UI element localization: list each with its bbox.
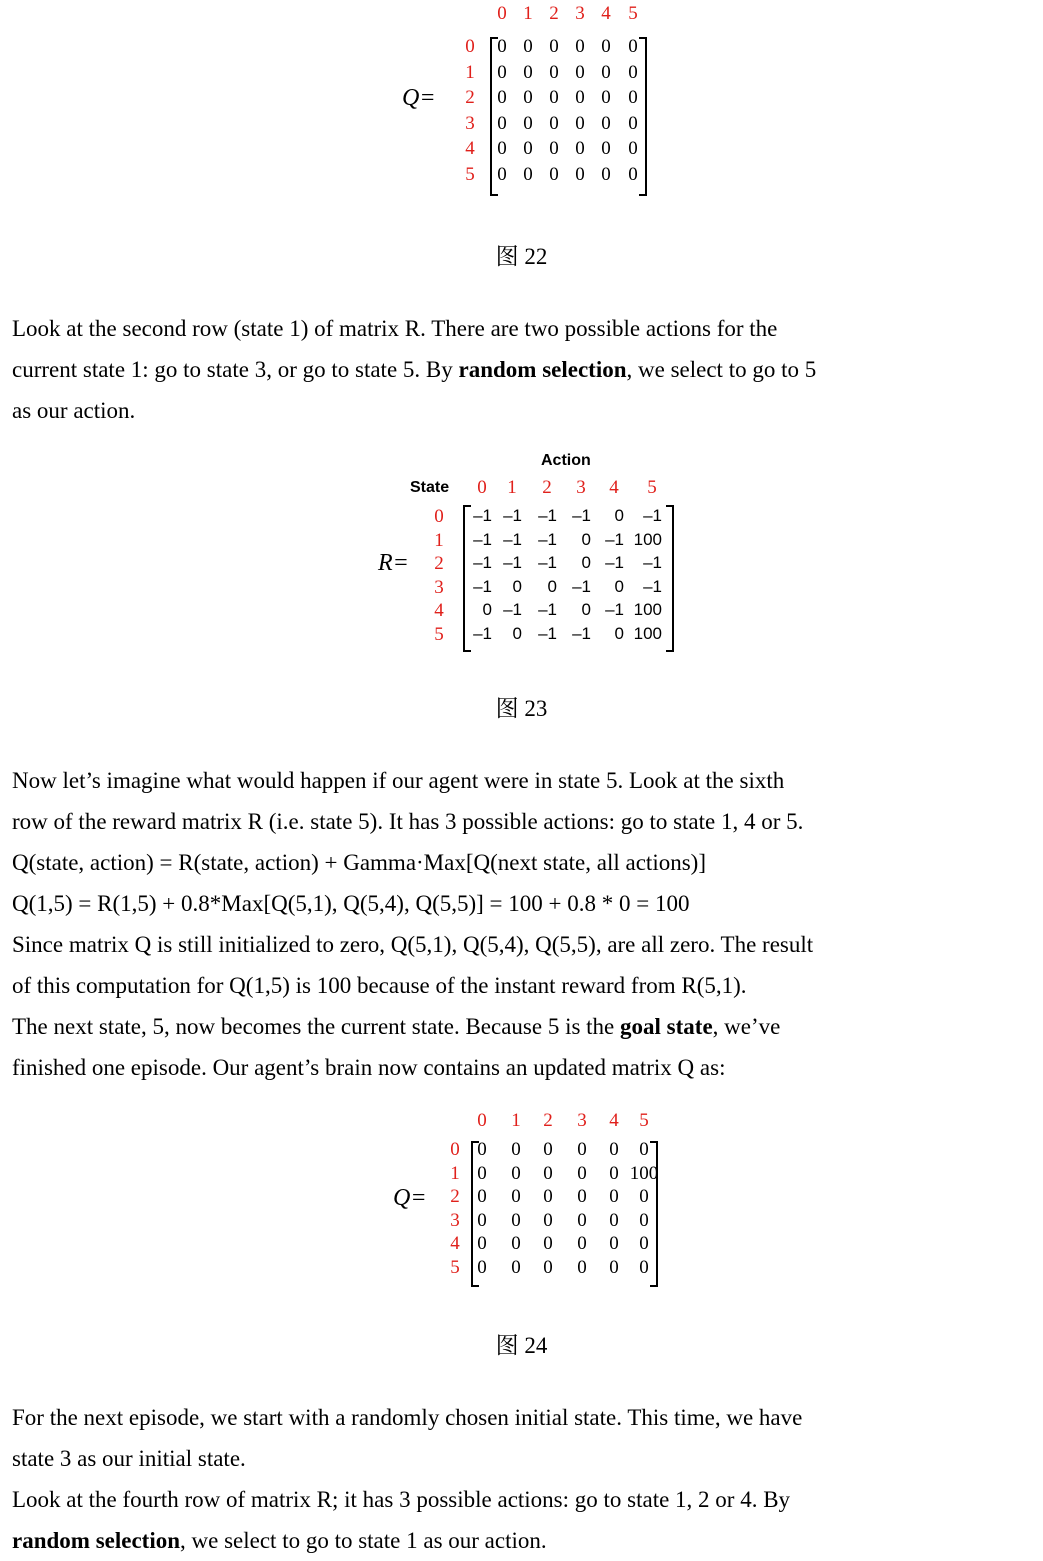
matrix-cell: 0	[628, 36, 638, 57]
matrix-cell: –1	[503, 506, 522, 525]
matrix-cell: 0	[577, 1186, 587, 1207]
matrix-cell: –1	[605, 600, 624, 619]
matrix-q-label: Q=	[393, 1185, 427, 1211]
matrix-cell: 0	[549, 36, 559, 57]
matrix-cell: 0	[575, 112, 585, 134]
matrix-cell: 0	[609, 1256, 619, 1278]
matrix-cell: 0	[543, 1139, 553, 1160]
matrix-right-bracket	[666, 505, 674, 652]
formula-line: Q(state, action) = R(state, action) + Gamma·Max[Q(next state, all actions)]	[12, 850, 706, 875]
matrix-cell: 0	[577, 1162, 587, 1184]
matrix-cell: –1	[473, 529, 492, 549]
matrix-cell: 0	[549, 138, 559, 159]
matrix-cell: 100	[633, 600, 662, 619]
matrix-cell: 0	[575, 61, 585, 83]
matrix-cell: 0	[581, 553, 591, 572]
matrix-cell: –1	[503, 529, 522, 549]
matrix-cell: –1	[473, 506, 492, 525]
matrix-cell: 0	[577, 1233, 587, 1254]
matrix-cell: 0	[543, 1162, 553, 1184]
row-header: 0	[434, 506, 444, 527]
matrix-cell: 0	[577, 1256, 587, 1278]
matrix-cell: 0	[609, 1233, 619, 1254]
matrix-cell: 0	[601, 138, 611, 159]
matrix-cell: 0	[581, 600, 591, 619]
column-header: 4	[601, 3, 611, 24]
matrix-cell: 0	[575, 36, 585, 57]
matrix-cell: 0	[523, 112, 533, 134]
matrix-cell: 0	[511, 1233, 521, 1254]
matrix-cell: 0	[628, 112, 638, 134]
matrix-cell: 100	[633, 529, 662, 549]
matrix-cell: –1	[538, 529, 557, 549]
matrix-cell: –1	[473, 553, 492, 572]
matrix-cell: –1	[503, 553, 522, 572]
matrix-cell: 0	[543, 1256, 553, 1278]
matrix-cell: 0	[639, 1256, 649, 1278]
matrix-cell: 0	[577, 1209, 587, 1231]
matrix-cell: 0	[477, 1139, 487, 1160]
column-header: 5	[628, 3, 638, 24]
row-header: 4	[465, 138, 475, 159]
paragraph-line: row of the reward matrix R (i.e. state 5). It has 3 possible actions: go to state 1, 4 or 5.	[12, 809, 804, 834]
row-header: 2	[434, 553, 444, 574]
column-header: 3	[577, 1110, 587, 1131]
action-axis-label: Action	[541, 452, 591, 469]
matrix-cell: 0	[549, 61, 559, 83]
matrix-cell: 0	[581, 529, 591, 549]
matrix-cell: 0	[609, 1209, 619, 1231]
matrix-cell: –1	[473, 623, 492, 643]
column-header: 2	[542, 477, 552, 498]
matrix-cell: 0	[628, 163, 638, 185]
matrix-cell: –1	[503, 600, 522, 619]
matrix-cell: 0	[477, 1162, 487, 1184]
row-header: 5	[450, 1256, 460, 1278]
matrix-cell: 0	[512, 576, 522, 596]
matrix-cell: 0	[549, 87, 559, 108]
matrix-cell: 0	[497, 36, 507, 57]
matrix-cell: 0	[523, 138, 533, 159]
matrix-cell: 100	[629, 1162, 659, 1184]
matrix-left-bracket	[490, 37, 498, 196]
matrix-cell: 0	[497, 163, 507, 185]
matrix-cell: 0	[609, 1139, 619, 1160]
paragraph-line: of this computation for Q(1,5) is 100 because of the instant reward from R(5,1).	[12, 973, 747, 998]
paragraph-line: current state 1: go to state 3, or go to state 5. By random selection, we select to go to 5	[12, 357, 817, 382]
matrix-cell: 0	[549, 163, 559, 185]
matrix-cell: 0	[639, 1233, 649, 1254]
matrix-cell: 0	[511, 1209, 521, 1231]
matrix-cell: 0	[614, 506, 624, 525]
column-header: 2	[543, 1110, 553, 1131]
row-header: 0	[465, 36, 475, 57]
matrix-cell: –1	[643, 576, 662, 596]
column-header: 5	[647, 477, 657, 498]
matrix-cell: 0	[523, 61, 533, 83]
matrix-cell: –1	[538, 553, 557, 572]
matrix-cell: 0	[511, 1186, 521, 1207]
column-header: 4	[609, 477, 619, 498]
matrix-cell: 0	[575, 87, 585, 108]
matrix-cell: –1	[572, 506, 591, 525]
row-header: 3	[450, 1209, 460, 1231]
matrix-cell: 0	[639, 1186, 649, 1207]
paragraph-line: Look at the second row (state 1) of matrix R. There are two possible actions for the	[12, 316, 778, 341]
matrix-cell: –1	[572, 623, 591, 643]
matrix-right-bracket	[650, 1141, 658, 1287]
matrix-cell: 0	[628, 61, 638, 83]
matrix-cell: 0	[577, 1139, 587, 1160]
matrix-cell: 0	[628, 138, 638, 159]
matrix-cell: 0	[477, 1233, 487, 1254]
row-header: 4	[434, 600, 444, 621]
matrix-cell: 0	[523, 163, 533, 185]
matrix-left-bracket	[471, 1141, 479, 1287]
state-axis-label: State	[410, 479, 450, 496]
figure-caption: 图 23	[495, 696, 548, 721]
matrix-cell: –1	[643, 553, 662, 572]
column-header: 0	[477, 1110, 487, 1131]
matrix-cell: 0	[547, 576, 557, 596]
matrix-cell: 0	[511, 1139, 521, 1160]
column-header: 4	[609, 1110, 619, 1131]
matrix-cell: –1	[538, 506, 557, 525]
paragraph-line: state 3 as our initial state.	[12, 1446, 246, 1471]
matrix-cell: 0	[497, 138, 507, 159]
matrix-q-label: Q=	[402, 85, 436, 111]
matrix-cell: 0	[497, 61, 507, 83]
matrix-cell: –1	[643, 506, 662, 525]
column-header: 1	[507, 477, 517, 498]
formula-line: Q(1,5) = R(1,5) + 0.8*Max[Q(5,1), Q(5,4), Q(5,5)] = 100 + 0.8 * 0 = 100	[12, 891, 690, 916]
row-header: 4	[450, 1233, 460, 1254]
row-header: 2	[450, 1186, 460, 1207]
matrix-cell: 0	[477, 1256, 487, 1278]
matrix-cell: –1	[605, 553, 624, 572]
column-header: 3	[576, 477, 586, 498]
matrix-cell: 0	[543, 1233, 553, 1254]
matrix-cell: 0	[497, 112, 507, 134]
matrix-left-bracket	[463, 505, 471, 652]
matrix-cell: 0	[523, 87, 533, 108]
column-header: 5	[639, 1110, 649, 1131]
row-header: 5	[465, 163, 475, 185]
matrix-cell: 0	[601, 61, 611, 83]
matrix-cell: –1	[538, 600, 557, 619]
matrix-cell: 0	[601, 36, 611, 57]
row-header: 1	[465, 61, 475, 83]
column-header: 1	[511, 1110, 521, 1131]
matrix-cell: –1	[473, 576, 492, 596]
paragraph-line: The next state, 5, now becomes the current state. Because 5 is the goal state, we’ve	[12, 1014, 781, 1039]
row-header: 0	[450, 1139, 460, 1160]
paragraph-line: Now let’s imagine what would happen if our agent were in state 5. Look at the sixth	[12, 768, 785, 793]
figure-caption: 图 22	[495, 244, 548, 269]
matrix-cell: 0	[601, 112, 611, 134]
row-header: 2	[465, 87, 475, 108]
matrix-right-bracket	[639, 37, 647, 196]
matrix-cell: 0	[477, 1209, 487, 1231]
column-header: 3	[575, 3, 585, 24]
matrix-r-label: R=	[378, 550, 409, 576]
matrix-cell: 0	[639, 1209, 649, 1231]
matrix-cell: 0	[575, 163, 585, 185]
matrix-cell: –1	[538, 623, 557, 643]
row-header: 5	[434, 623, 444, 645]
column-header: 0	[477, 477, 487, 498]
figure-caption: 图 24	[495, 1333, 548, 1358]
matrix-cell: 0	[543, 1186, 553, 1207]
column-header: 1	[523, 3, 533, 24]
matrix-cell: 0	[601, 87, 611, 108]
paragraph-line: as our action.	[12, 398, 136, 423]
matrix-cell: 0	[609, 1162, 619, 1184]
matrix-cell: 0	[609, 1186, 619, 1207]
matrix-cell: 0	[614, 576, 624, 596]
matrix-cell: 0	[575, 138, 585, 159]
paragraph-line: finished one episode. Our agent’s brain now contains an updated matrix Q as:	[12, 1055, 726, 1080]
row-header: 3	[434, 576, 444, 598]
paragraph-line: random selection, we select to go to state 1 as our action.	[12, 1528, 547, 1553]
matrix-cell: 0	[639, 1139, 649, 1160]
row-header: 3	[465, 112, 475, 134]
matrix-cell: –1	[572, 576, 591, 596]
column-header: 2	[549, 3, 559, 24]
matrix-cell: –1	[605, 529, 624, 549]
row-header: 1	[434, 529, 444, 551]
matrix-cell: 0	[512, 623, 522, 643]
matrix-cell: 0	[511, 1256, 521, 1278]
matrix-cell: 0	[497, 87, 507, 108]
matrix-cell: 0	[511, 1162, 521, 1184]
matrix-cell: 0	[549, 112, 559, 134]
matrix-cell: 0	[543, 1209, 553, 1231]
matrix-cell: 0	[614, 623, 624, 643]
paragraph-line: For the next episode, we start with a randomly chosen initial state. This time, we have	[12, 1405, 803, 1430]
matrix-cell: 0	[628, 87, 638, 108]
matrix-cell: 0	[482, 600, 492, 619]
row-header: 1	[450, 1162, 460, 1184]
matrix-cell: 0	[523, 36, 533, 57]
matrix-cell: 0	[477, 1186, 487, 1207]
paragraph-line: Since matrix Q is still initialized to zero, Q(5,1), Q(5,4), Q(5,5), are all zero. The result	[12, 932, 814, 957]
matrix-cell: 100	[633, 623, 662, 643]
column-header: 0	[497, 3, 507, 24]
paragraph-line: Look at the fourth row of matrix R; it has 3 possible actions: go to state 1, 2 or 4. By	[12, 1487, 791, 1512]
matrix-cell: 0	[601, 163, 611, 185]
